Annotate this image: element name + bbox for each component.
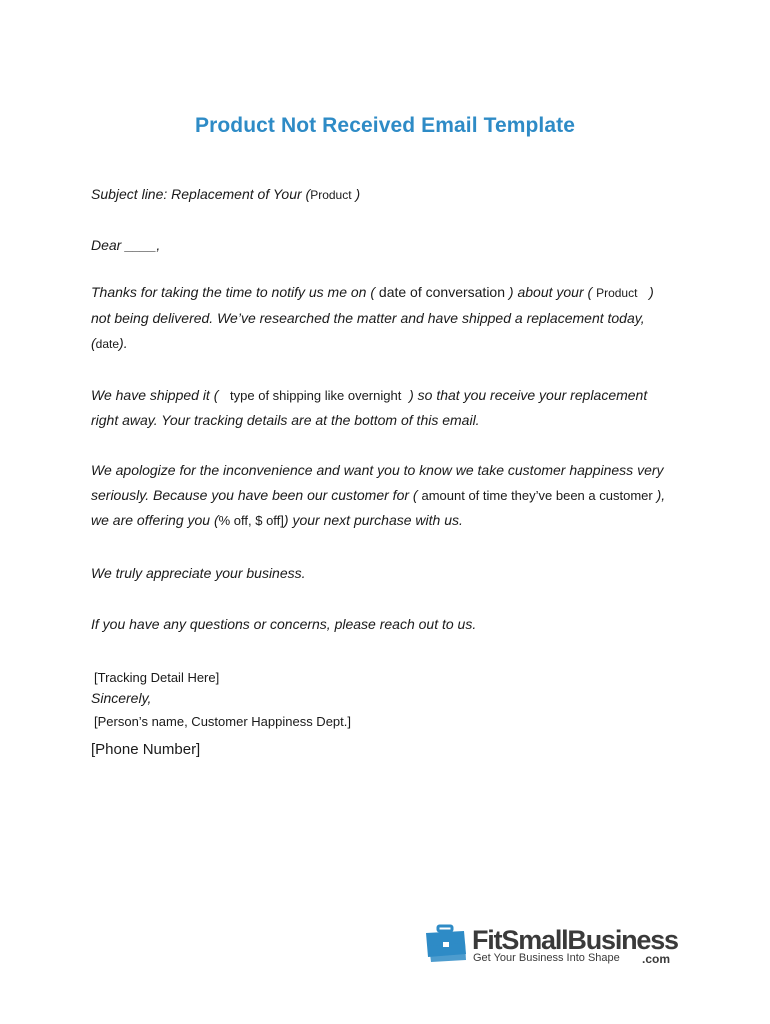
para4: We truly appreciate your business. (91, 565, 306, 581)
field-product: Product (596, 286, 638, 300)
subject-line (91, 186, 360, 202)
logo-tagline: Get Your Business Into Shape (473, 952, 620, 964)
tracking-detail: [Tracking Detail Here] (94, 670, 220, 685)
para2-line2: right away. Your tracking details are at the bottom of this email. (91, 412, 480, 428)
field-customer-duration: amount of time they’ve been a customer (421, 488, 653, 503)
para3-line3 (91, 512, 463, 528)
person-name: [Person’s name, Customer Happiness Dept.] (94, 714, 351, 729)
para1-close: ). (119, 335, 128, 351)
para3-line1: We apologize for the inconvenience and want you to know we take customer happiness very (91, 462, 664, 478)
para1-text-c: ) (649, 284, 654, 300)
para2-line1 (91, 387, 647, 403)
document-title: Product Not Received Email Template (194, 114, 576, 137)
sign-off: Sincerely, (91, 690, 152, 706)
subject-prefix: Subject line: Replacement of Your ( (91, 186, 311, 202)
field-date: date (95, 337, 120, 351)
para1-line2: not being delivered. We’ve researched the matter and have shipped a replacement today, (91, 310, 645, 326)
para3-text-a: seriously. Because you have been our customer for ( (91, 487, 418, 503)
para3-text-b: ), (656, 487, 666, 503)
para1-open-paren: ( (91, 335, 96, 351)
subject-field-product: Product (310, 188, 352, 202)
para3-text-c: we are offering you ( (91, 512, 219, 528)
field-date-of-conversation: date of conversation (378, 284, 506, 300)
logo-com: .com (642, 952, 671, 966)
para3-text-d: ) your next purchase with us. (283, 512, 463, 528)
phone-number: [Phone Number] (91, 741, 201, 758)
para1-line3 (91, 335, 128, 351)
para1-line1 (91, 284, 654, 300)
para2-text-a: We have shipped it ( (91, 387, 219, 403)
para1-text-a: Thanks for taking the time to notify us me on ( (91, 284, 376, 300)
field-shipping-type: type of shipping like overnight (230, 388, 402, 403)
salutation: Dear ____, (91, 237, 161, 253)
para3-line2 (91, 487, 665, 503)
para1-text-b: ) about your ( (508, 284, 593, 300)
para5: If you have any questions or concerns, please reach out to us. (91, 616, 477, 632)
fitsmallbusiness-logo (424, 922, 684, 972)
field-discount: % off, $ off] (218, 513, 284, 528)
logo-brand-text: FitSmallBusiness (472, 925, 678, 955)
subject-suffix: ) (355, 186, 361, 202)
briefcase-icon (424, 924, 468, 964)
para2-text-b: ) so that you receive your replacement (409, 387, 648, 403)
